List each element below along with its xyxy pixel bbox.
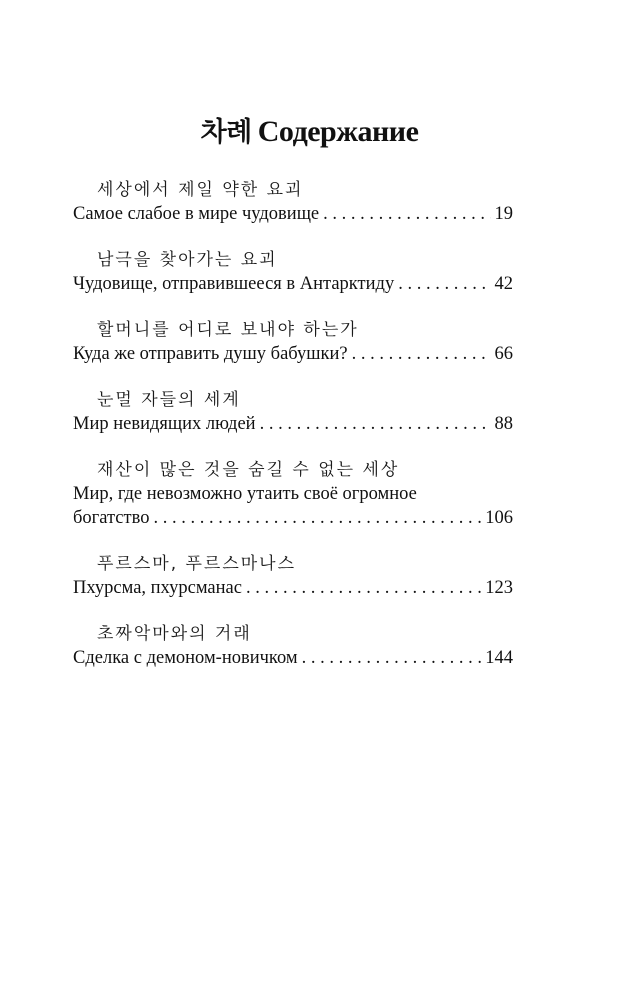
toc-entry-korean-title: 재산이 많은 것을 숨길 수 없는 세상 <box>97 460 400 480</box>
page-title <box>0 112 619 153</box>
toc-entry-korean-title: 초짜악마와의 거래 <box>97 624 252 644</box>
toc-entry-page-number: 106 <box>485 508 513 528</box>
toc-entry-russian-title: Сделка с демоном-новичком <box>73 648 298 668</box>
toc-entry[interactable] <box>73 622 513 670</box>
toc-entry-page-number: 123 <box>485 578 513 598</box>
toc-entry-korean-title: 세상에서 제일 약한 요괴 <box>97 180 304 200</box>
toc-entry[interactable] <box>73 318 513 366</box>
toc-entry-line <box>73 342 513 366</box>
dot-leader <box>153 506 481 530</box>
dot-leader <box>260 412 491 436</box>
toc-entry-russian-title-line1: Мир, где невозможно утаить своё огромное <box>73 484 417 504</box>
toc-entry-russian-title: богатство <box>73 508 150 528</box>
toc-entry[interactable] <box>73 388 513 436</box>
toc-entry-russian-title: Самое слабое в мире чудовище <box>73 204 320 224</box>
dot-leader <box>246 576 481 600</box>
toc-entry-russian-title: Куда же отправить душу бабушки? <box>73 344 348 364</box>
toc-entry-page-number: 88 <box>494 414 513 434</box>
toc-entry-korean-title: 눈멀 자들의 세계 <box>97 390 241 410</box>
toc-entry[interactable] <box>73 458 513 530</box>
toc-entry-page-number: 66 <box>494 344 513 364</box>
toc-entry[interactable] <box>73 248 513 296</box>
toc-entry-line <box>73 506 513 530</box>
toc-entry-line <box>73 202 513 226</box>
toc-entry-page-number: 19 <box>494 204 513 224</box>
dot-leader <box>352 342 491 366</box>
toc-entry-korean-title: 할머니를 어디로 보내야 하는가 <box>97 320 359 340</box>
toc-entry-russian-title: Чудовище, отправившееся в Антарктиду <box>73 274 395 294</box>
toc-entry-line <box>73 412 513 436</box>
toc-entry-line <box>73 576 513 600</box>
title-russian: Содержание <box>257 115 419 148</box>
toc-entry-page-number: 144 <box>485 648 513 668</box>
title-korean: 차례 <box>200 117 252 148</box>
toc-entry-line <box>73 272 513 296</box>
table-of-contents <box>73 178 513 692</box>
toc-entry-line <box>73 646 513 670</box>
toc-entry[interactable] <box>73 552 513 600</box>
toc-entry-korean-title: 푸르스마, 푸르스마나스 <box>97 554 297 574</box>
toc-entry-page-number: 42 <box>494 274 513 294</box>
dot-leader <box>323 202 490 226</box>
toc-entry-korean-title: 남극을 찾아가는 요괴 <box>97 250 278 270</box>
dot-leader <box>302 646 482 670</box>
toc-entry[interactable] <box>73 178 513 226</box>
dot-leader <box>398 272 490 296</box>
toc-entry-russian-title: Мир невидящих людей <box>73 414 256 434</box>
toc-entry-russian-title: Пхурсма, пхурсманас <box>73 578 242 598</box>
